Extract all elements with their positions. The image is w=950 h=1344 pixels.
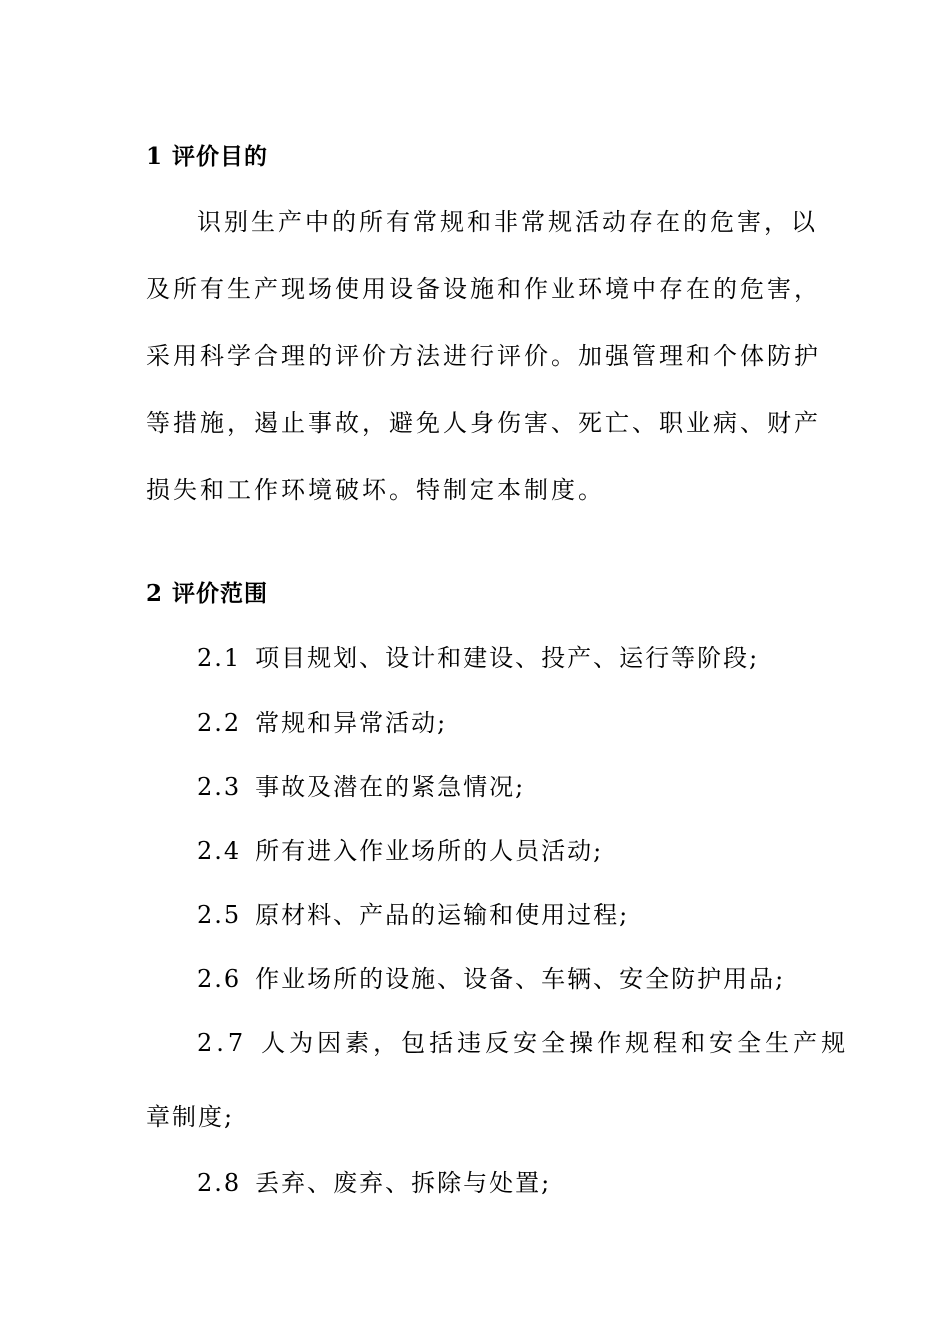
list-item-text: 人为因素，包括违反安全操作规程和安全生产规 <box>261 1029 850 1057</box>
section-1-paragraph-line-4: 等措施，遏止事故，避免人身伤害、死亡、职业病、财产 <box>146 409 821 437</box>
list-item-continuation: 章制度; <box>146 1103 235 1131</box>
list-item <box>197 959 785 994</box>
section-1-paragraph-line-3: 采用科学合理的评价方法进行评价。加强管理和个体防护 <box>146 342 821 370</box>
list-item-text: 丢弃、废弃、拆除与处置; <box>255 1169 552 1197</box>
list-item-number: 2.8 <box>197 1169 242 1197</box>
list-item-text: 事故及潜在的紧急情况; <box>255 773 526 801</box>
section-2-heading: 2 评价范围 <box>146 580 269 607</box>
list-item-number: 2.3 <box>197 773 242 801</box>
list-item <box>197 1163 551 1198</box>
list-item-number: 2.2 <box>197 709 242 737</box>
list-item-number: 2.5 <box>197 901 242 929</box>
list-item-text: 作业场所的设施、设备、车辆、安全防护用品; <box>255 965 786 993</box>
list-item <box>197 895 629 930</box>
list-item-number: 2.1 <box>197 644 242 672</box>
list-item-text: 项目规划、设计和建设、投产、运行等阶段; <box>255 644 760 672</box>
list-item-number: 2.4 <box>197 837 242 865</box>
list-item <box>197 638 759 673</box>
list-item-text: 原材料、产品的运输和使用过程; <box>255 901 630 929</box>
list-item <box>197 831 603 866</box>
section-1-paragraph-line-5: 损失和工作环境破坏。特制定本制度。 <box>146 476 605 504</box>
list-item <box>197 1023 849 1058</box>
section-1-paragraph-line-1: 识别生产中的所有常规和非常规活动存在的危害，以 <box>197 208 818 236</box>
list-item-number: 2.6 <box>197 965 242 993</box>
section-1-heading: 1 评价目的 <box>146 143 269 170</box>
list-item <box>197 703 447 738</box>
list-item <box>197 767 525 802</box>
section-1-paragraph-line-2: 及所有生产现场使用设备设施和作业环境中存在的危害， <box>146 275 821 303</box>
list-item-text: 所有进入作业场所的人员活动; <box>255 837 604 865</box>
list-item-text: 常规和异常活动; <box>255 709 448 737</box>
list-item-number: 2.7 <box>197 1029 248 1057</box>
